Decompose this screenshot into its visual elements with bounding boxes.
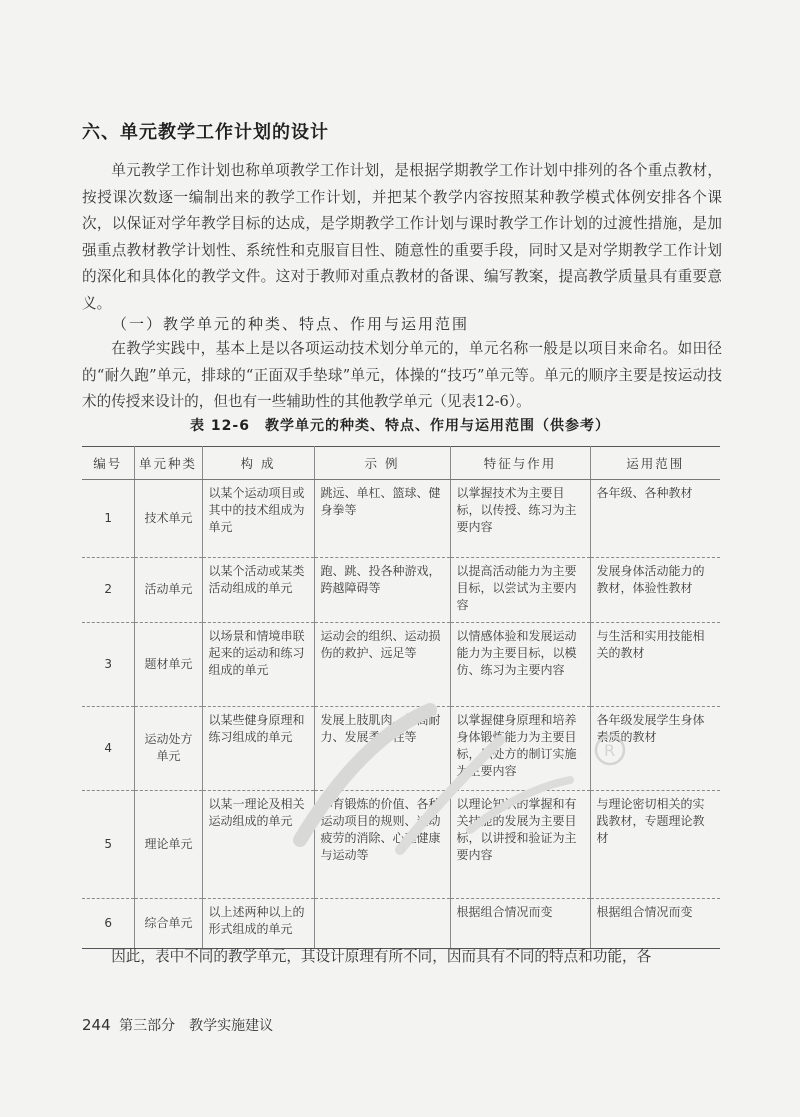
- cell-unit-type: 综合单元: [134, 899, 202, 949]
- cell-number: 4: [82, 707, 134, 791]
- cell-unit-type: 理论单元: [134, 791, 202, 899]
- header-number: 编号: [82, 447, 134, 480]
- cell-example: [314, 899, 450, 949]
- cell-number: 6: [82, 899, 134, 949]
- cell-example: 跑、跳、投各种游戏，跨越障碍等: [314, 558, 450, 623]
- cell-unit-type: 题材单元: [134, 623, 202, 707]
- cell-features: 以掌握健身原理和培养身体锻炼能力为主要目标，以处方的制订实施为主要内容: [450, 707, 590, 791]
- table-header-row: [82, 447, 720, 480]
- page-footer: [82, 1015, 273, 1035]
- header-scope: 运用范围: [590, 447, 720, 480]
- header-composition: 构 成: [202, 447, 314, 480]
- table-row: [82, 899, 720, 949]
- table-row: [82, 480, 720, 558]
- cell-features: 以理论知识的掌握和有关技能的发展为主要目标，以讲授和验证为主要内容: [450, 791, 590, 899]
- header-features: 特征与作用: [450, 447, 590, 480]
- cell-scope: 发展身体活动能力的教材，体验性教材: [590, 558, 720, 623]
- table-row: [82, 791, 720, 899]
- closing-paragraph: 因此，表中不同的教学单元，其设计原理有所不同，因而具有不同的特点和功能，各: [111, 948, 652, 965]
- cell-example: 发展上肢肌肉、提高耐力、发展柔韧性等: [314, 707, 450, 791]
- subsection-heading: （一）教学单元的种类、特点、作用与运用范围: [112, 315, 470, 333]
- cell-scope: 各年级、各种教材: [590, 480, 720, 558]
- table-caption: 表 12-6 教学单元的种类、特点、作用与运用范围（供参考）: [190, 418, 610, 434]
- intro-paragraph: 单元教学工作计划也称单项教学工作计划，是根据学期教学工作计划中排列的各个重点教材，按授课次数逐一编制出来的教学工作计划，并把某个教学内容按照某种教学模式体例安排各个课次，以保证对学年教学目标的达成，是学期教学工作计划与课时教学工作计划的过渡性措施，是加强重点教材教学计划性、系统性和克服盲目性、随意性的重要手段，同时又是对学期教学工作计划的深化和具体化的教学文件。这对于教师对重点教材的备课、编写教案，提高教学质量具有重要意义。: [82, 162, 722, 312]
- cell-example: 运动会的组织、运动损伤的救护、远足等: [314, 623, 450, 707]
- cell-features: 根据组合情况而变: [450, 899, 590, 949]
- cell-number: 2: [82, 558, 134, 623]
- cell-scope: 与生活和实用技能相关的教材: [590, 623, 720, 707]
- cell-scope: 与理论密切相关的实践教材，专题理论教材: [590, 791, 720, 899]
- cell-unit-type: 技术单元: [134, 480, 202, 558]
- table-row: [82, 623, 720, 707]
- unit-types-paragraph: 在教学实践中，基本上是以各项运动技术划分单元的，单元名称一般是以项目来命名。如田径的“耐久跑”单元，排球的“正面双手垫球”单元，体操的“技巧”单元等。单元的顺序主要是按运动技术的传授来设计的，但也有一些辅助性的其他教学单元（见表12-6）。: [82, 340, 722, 410]
- cell-composition: 以某个运动项目或其中的技术组成为单元: [202, 480, 314, 558]
- cell-number: 5: [82, 791, 134, 899]
- cell-scope: 根据组合情况而变: [590, 899, 720, 949]
- cell-features: 以掌握技术为主要目标，以传授、练习为主要内容: [450, 480, 590, 558]
- cell-number: 3: [82, 623, 134, 707]
- section-title: 六、单元教学工作计划的设计: [82, 122, 329, 143]
- cell-composition: 以上述两种以上的形式组成的单元: [202, 899, 314, 949]
- cell-composition: 以某些健身原理和练习组成的单元: [202, 707, 314, 791]
- cell-example: 跳远、单杠、篮球、健身拳等: [314, 480, 450, 558]
- header-example: 示 例: [314, 447, 450, 480]
- svg-text:R: R: [604, 741, 616, 760]
- page-number: 244: [82, 1016, 111, 1034]
- cell-unit-type: 运动处方单元: [134, 707, 202, 791]
- cell-composition: 以某一理论及相关运动组成的单元: [202, 791, 314, 899]
- teaching-units-table: [82, 446, 720, 949]
- cell-example: 体育锻炼的价值、各种运动项目的规则、运动疲劳的消除、心理健康与运动等: [314, 791, 450, 899]
- cell-features: 以提高活动能力为主要目标，以尝试为主要内容: [450, 558, 590, 623]
- cell-features: 以情感体验和发展运动能力为主要目标，以模仿、练习为主要内容: [450, 623, 590, 707]
- header-unit-type: 单元种类: [134, 447, 202, 480]
- cell-number: 1: [82, 480, 134, 558]
- cell-unit-type: 活动单元: [134, 558, 202, 623]
- cell-composition: 以某个活动或某类活动组成的单元: [202, 558, 314, 623]
- footer-section-label: 第三部分 教学实施建议: [119, 1018, 274, 1034]
- table-row: [82, 558, 720, 623]
- table-row: [82, 707, 720, 791]
- cell-scope: 各年级发展学生身体素质的教材: [590, 707, 720, 791]
- cell-composition: 以场景和情境串联起来的运动和练习组成的单元: [202, 623, 314, 707]
